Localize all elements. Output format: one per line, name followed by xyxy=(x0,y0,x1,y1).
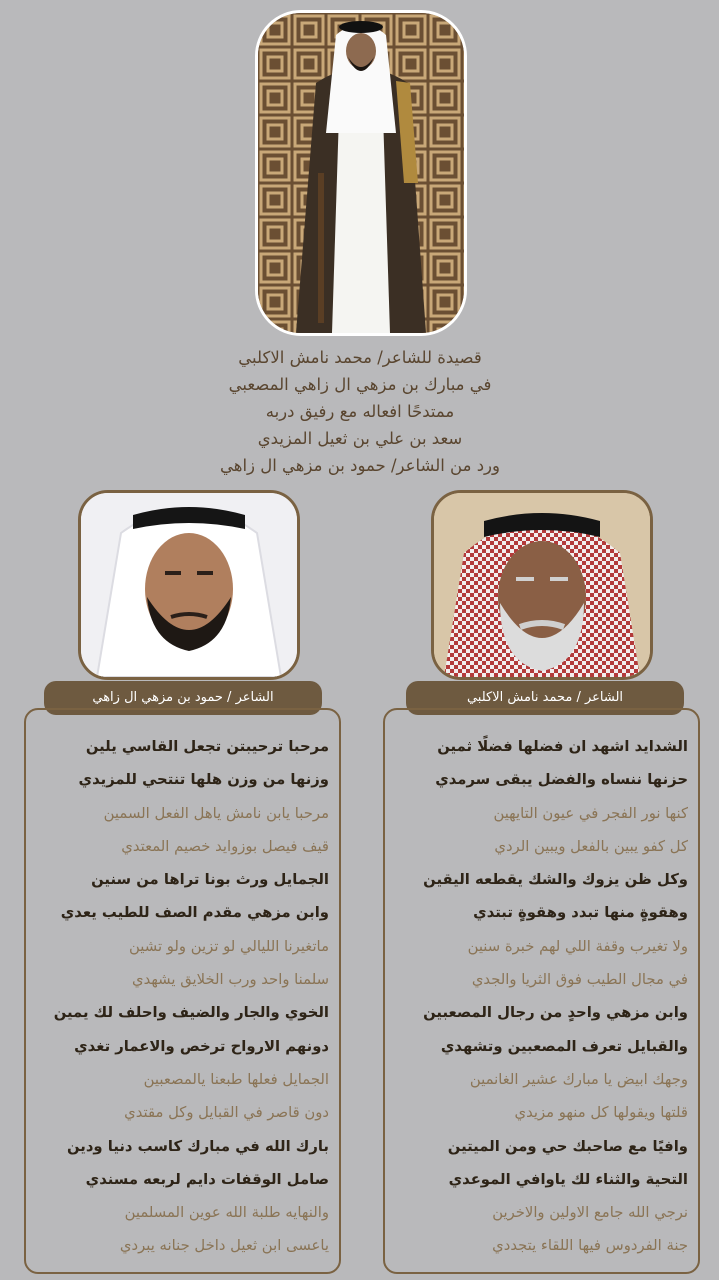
verse-line: وافيًا مع صاحبك حي ومن الميتين xyxy=(447,1137,688,1155)
verse-line: بارك الله في مبارك كاسب دنيا ودين xyxy=(66,1137,329,1155)
verse-line: نرجي الله جامع الاولين والاخرين xyxy=(492,1204,688,1222)
verse-line: التحية والثناء لك ياوافي الموعدي xyxy=(448,1170,688,1188)
verse-line: وجهك ابيض يا مبارك عشير الغانمين xyxy=(469,1070,688,1088)
verse-line: مرحبا ترحيبتن تجعل القاسي يلين xyxy=(85,738,329,755)
verse-line: الشدايد اشهد ان فضلها فضلًا ثمين xyxy=(437,738,688,755)
verse-line: والقبايل تعرف المصعبين وتشهدي xyxy=(440,1037,688,1055)
verse-line: مرحبا يابن نامش ياهل الفعل السمين xyxy=(103,804,329,822)
verse-line: سلمنا واحد ورب الخلايق يشهدي xyxy=(132,971,329,989)
verse-line: كل كفو يبين بالفعل ويبين الردي xyxy=(494,837,688,855)
verse-line: وزنها من وزن هلها تنتحي للمزيدي xyxy=(78,771,329,789)
verse-line: دون قاصر في القبايل وكل مقتدي xyxy=(124,1104,329,1122)
verse-line: قيف فيصل بوزوايد خصيم المعتدي xyxy=(121,837,329,855)
portrait-hamoud xyxy=(78,490,300,680)
verse-line: دونهم الارواح ترخص والاعمار تغدي xyxy=(74,1037,329,1055)
verse-line: الجمايل ورث بونا تراها من سنين xyxy=(91,871,329,889)
verse-line: الجمايل فعلها طبعنا يالمصعبين xyxy=(143,1070,329,1088)
portrait-mohammed xyxy=(431,490,653,680)
portrait-hamoud-image xyxy=(81,493,297,677)
poem-panel-mohammed xyxy=(383,708,700,1274)
verse-line: صامل الوقفات دايم لربعه مسندي xyxy=(85,1170,329,1188)
title-line: ممتدحًا افعاله مع رفيق دربه xyxy=(265,402,455,421)
poet-standing-photo xyxy=(258,13,464,333)
verse-line: والنهايه طلبة الله عوين المسلمين xyxy=(124,1204,329,1222)
title-line: سعد بن علي بن ثعيل المزيدي xyxy=(257,429,463,448)
verse-line: كنها نور الفجر في عيون التايهين xyxy=(493,804,688,822)
verse-line: جنة الفردوس فيها اللقاء يتجددي xyxy=(492,1237,688,1255)
verse-line: وكل ظن يزوك والشك يقطعه اليقين xyxy=(423,871,688,889)
verse-line: ماتغيرنا الليالي لو تزين ولو تشين xyxy=(129,937,329,955)
verse-line: وابن مزهي واحدٍ من رجال المصعبين xyxy=(423,1004,688,1022)
poem-title-block xyxy=(80,344,640,479)
verse-line: الخوي والجار والضيف واحلف لك يمين xyxy=(53,1004,329,1022)
verse-line: ياعسى ابن ثعيل داخل جنانه يبردي xyxy=(119,1237,329,1255)
verse-line: في مجال الطيب فوق الثريا والجدي xyxy=(471,971,688,989)
verse-line: حزنها ننساه والفضل يبقى سرمدي xyxy=(435,771,688,789)
poet-label-mohammed: الشاعر / محمد نامش الاكلبي xyxy=(406,681,684,715)
title-line: قصيدة للشاعر/ محمد نامش الاكلبي xyxy=(238,348,482,367)
poem-panel-hamoud xyxy=(24,708,341,1274)
verse-line: وهقوةٍ منها تبدد وهقوةٍ تبتدي xyxy=(473,904,688,922)
verse-line: وابن مزهي مقدم الصف للطيب يعدي xyxy=(60,904,329,922)
poet-label-hamoud: الشاعر / حمود بن مزهي ال زاهي xyxy=(44,681,322,715)
verse-line: ولا تغيرب وقفة اللي لهم خبرة سنين xyxy=(467,937,688,955)
hero-photo-frame xyxy=(255,10,467,336)
portrait-mohammed-image xyxy=(434,493,650,677)
title-line: في مبارك بن مزهي ال زاهي المصعبي xyxy=(228,375,492,394)
title-line: ورد من الشاعر/ حمود بن مزهي ال زاهي xyxy=(219,456,500,475)
verse-line: قلتها ويقولها كل منهو مزيدي xyxy=(514,1104,688,1122)
